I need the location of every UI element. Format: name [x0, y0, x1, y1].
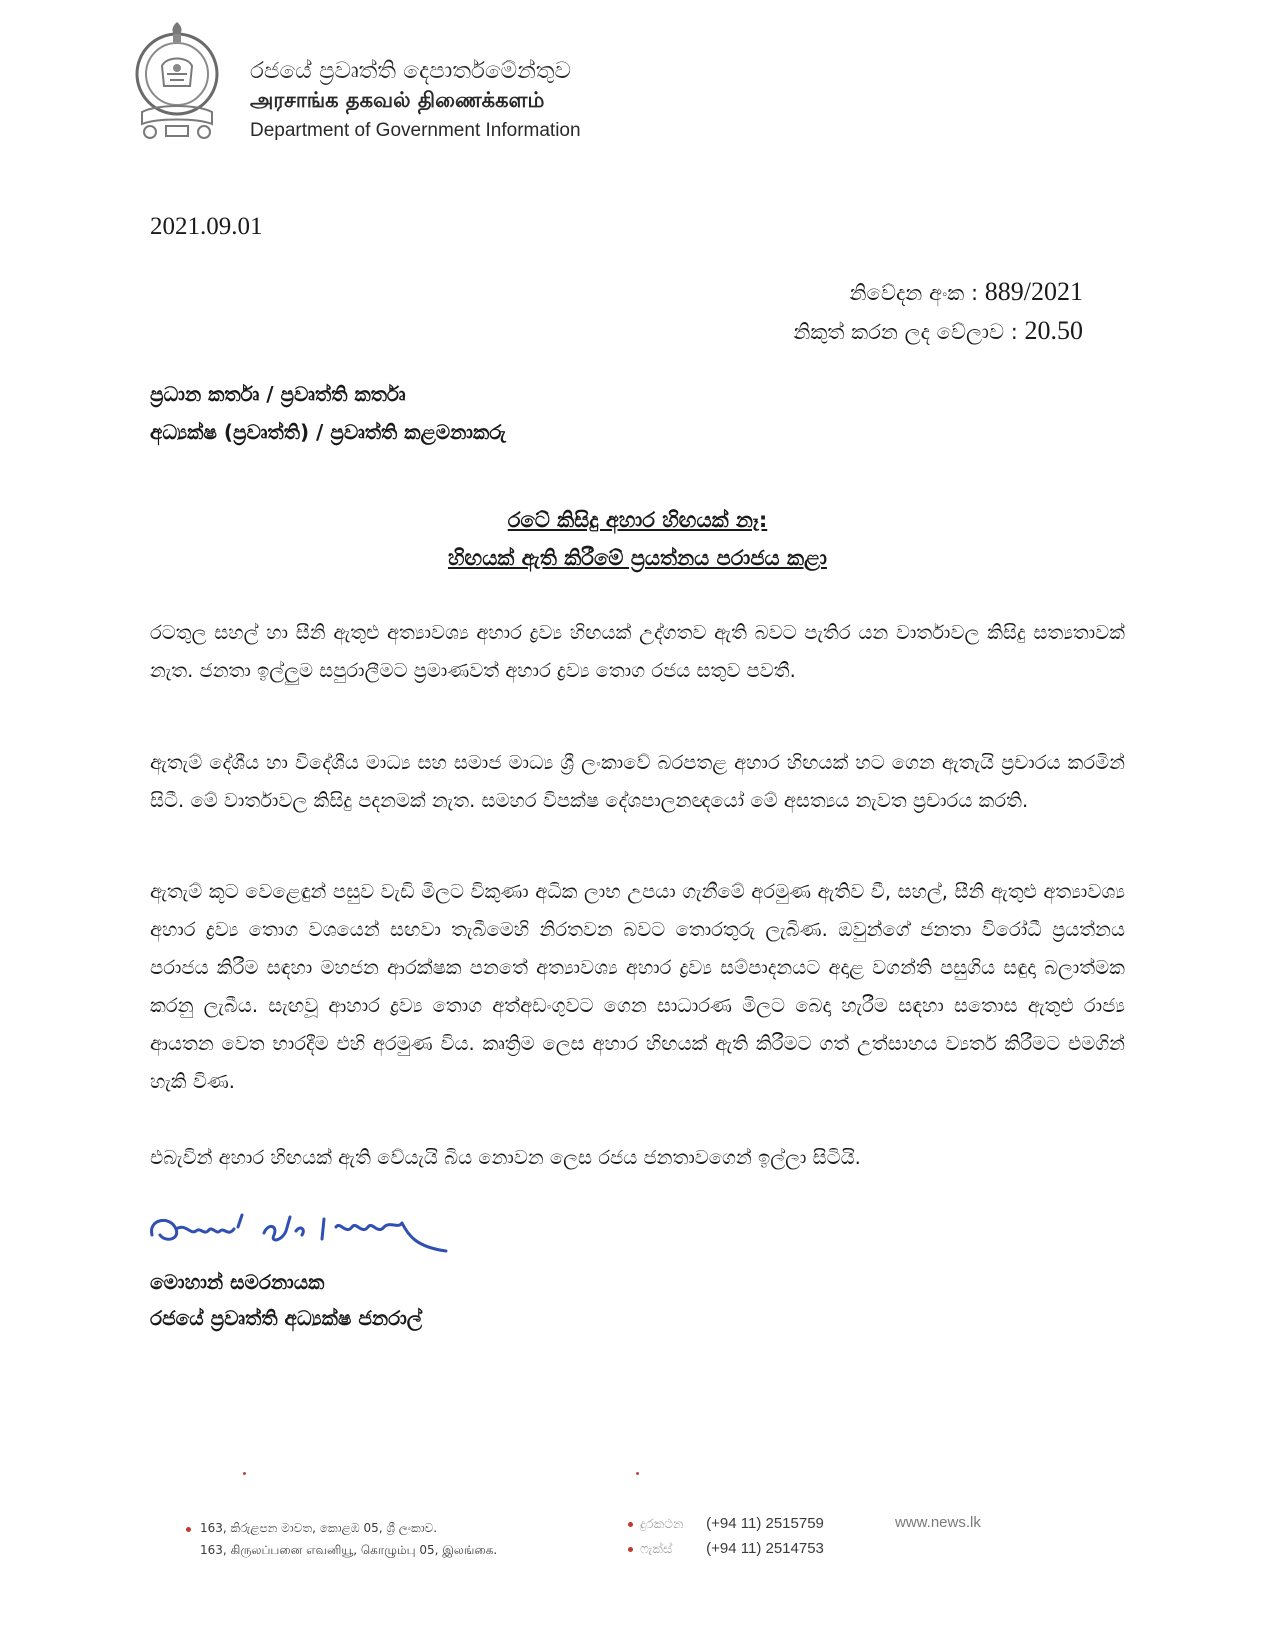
release-number [850, 277, 1084, 307]
body-paragraph-1: රටතුල සහල් හා සීනි ඇතුළු අත්‍යාවශ්‍ය අහාර ද්‍රව්‍ය හිඟයක් උද්ගතව ඇති බවට පැතිර යන වාර්තාවල කිසිදු සත්‍යතාවක් නැත. ජනතා ඉල්ලුම සපුරාලීමට ප්‍රමාණවත් අහාර ද්‍රව්‍ය තොග රජය සතුව පවතී. [150, 621, 1125, 682]
signatory-title: රජයේ ප්‍රවෘත්ති අධ්‍යක්ෂ ජනරාල් [150, 1306, 423, 1330]
release-number-value: 889/2021 [984, 277, 1083, 306]
body-paragraph-4: එබැවින් අහාර හිඟයක් ඇති වේයැයි බිය නොවන ලෙස රජය ජනතාවගෙන් ඉල්ලා සිටියි. [150, 1146, 861, 1169]
department-name-tamil: அரசாங்க தகவல் திணைக்களம் [250, 88, 545, 112]
release-time [793, 316, 1083, 346]
footer-phone [640, 1515, 824, 1532]
release-date: 2021.09.01 [150, 213, 263, 240]
footer-website-link[interactable]: www.news.lk [895, 1514, 981, 1531]
footer-dot-icon [243, 1472, 246, 1475]
release-time-value: 20.50 [1024, 316, 1083, 345]
recipients-line-2: අධ්‍යක්ෂ (ප්‍රවෘත්ති) / ප්‍රවෘත්ති කළමනාකරු [150, 420, 506, 444]
headline-line-2: හිඟයක් ඇති කිරීමේ ප්‍රයත්නය පරාජය කළා [448, 546, 827, 570]
footer-address-sinhala: 163, කිරුළපන මාවත, කොළඹ 05, ශ්‍රී ලංකාව. [200, 1521, 438, 1535]
bullet-icon [628, 1547, 633, 1552]
release-number-label: නිවේදන අංක : [849, 281, 979, 305]
phone-label: දුරකථන [640, 1517, 684, 1532]
sri-lanka-emblem-icon [132, 14, 222, 144]
department-name-sinhala: රජයේ ප්‍රවෘත්ති දෙපාර්තමේන්තුව [250, 58, 571, 84]
recipients-line-1: ප්‍රධාන කර්තෘ / ප්‍රවෘත්ති කර්තෘ [150, 382, 406, 406]
release-time-label: නිකුත් කරන ලද වේලාව : [793, 320, 1018, 344]
department-name-english: Department of Government Information [250, 120, 581, 141]
phone-number: (+94 11) 2515759 [706, 1515, 824, 1532]
headline-line-1: රටේ කිසිදු අහාර හිඟයක් නෑ: [507, 508, 768, 532]
fax-label: ෆැක්ස් [640, 1542, 673, 1557]
footer-fax [640, 1540, 824, 1557]
signatory-name: මොහාන් සමරනායක [150, 1270, 325, 1294]
bullet-icon [186, 1527, 191, 1532]
bullet-icon [628, 1522, 633, 1527]
footer-address-tamil: 163, கிருலப்பனை எவனியூ, கொழும்பு 05, இலங்கை. [200, 1543, 498, 1557]
body-paragraph-3: ඇතැම් කූට වෙළෙඳුන් පසුව වැඩි මිලට විකුණා අධික ලාභ උපයා ගැනීමේ අරමුණ ඇතිව වී, සහල්, සීනි ඇතුළු අත්‍යාවශ්‍ය අහාර ද්‍රව්‍ය තොග වශයෙන් සඟවා තැබීමෙහි නිරතවන බවට තොරතුරු ලැබිණ. ඔවුන්ගේ ජනතා විරෝධී ප්‍රයත්නය පරාජය කිරීම සඳහා මහජන ආරක්ෂක පනතේ අත්‍යාවශ්‍ය අහාර ද්‍රව්‍ය සම්පාදනයට අදාළ වගන්ති පසුගිය සඳුදා බලාත්මක කරනු ලැබීය. සැඟවූ ආහාර ද්‍රව්‍ය තොග අත්අඩංගුවට ගෙන සාධාරණ මිලට බෙදා හැරීම සඳහා සතොස ඇතුළු රාජ්‍ය ආයතන වෙත භාරදීම එහි අරමුණ විය. කෘත්‍රිම ලෙස අහාර හිඟයක් ඇති කිරීමට ගත් උත්සාහය ව්‍යර්ත කිරීමට එමගින් හැකි විණ. [150, 880, 1125, 1093]
footer-dot-icon [636, 1472, 639, 1475]
body-paragraph-2: ඇතැම් දේශීය හා විදේශීය මාධ්‍ය සහ සමාජ මාධ්‍ය ශ්‍රී ලංකාවේ බරපතළ අහාර හිඟයක් හට ගෙන ඇතැයි ප්‍රචාරය කරමින් සිටී. මේ වාර්තාවල කිසිදු පදනමක් නැත. සමහර විපක්ෂ දේශපාලනඥයෝ මේ අසත්‍යය නැවත ප්‍රචාරය කරති. [150, 751, 1125, 812]
fax-number: (+94 11) 2514753 [706, 1540, 824, 1557]
handwritten-signature [146, 1205, 466, 1273]
